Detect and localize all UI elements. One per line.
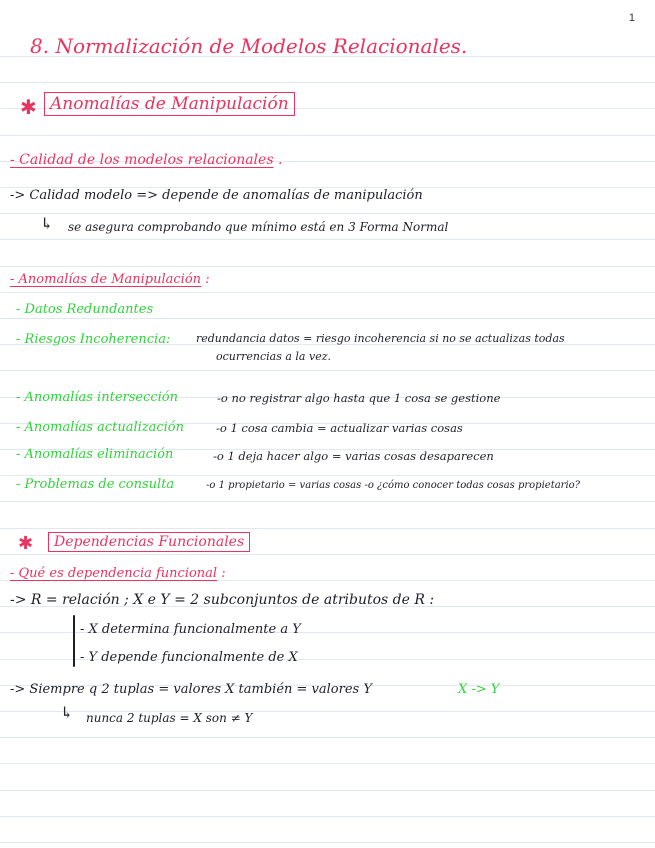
- ruling-line: [0, 475, 655, 476]
- calidad-line-2: se asegura comprobando que mínimo está en 3 Forma Normal: [68, 220, 449, 234]
- anomalias-item-4-text: -o 1 cosa cambia = actualizar varias cosas: [216, 421, 463, 435]
- calidad-heading-dot: .: [277, 152, 283, 168]
- dependencia-notation: X -> Y: [458, 682, 500, 697]
- ruling-line: [0, 816, 655, 817]
- anomalias-item-2-text: redundancia datos = riesgo incoherencia si no se actualizas todas: [196, 332, 565, 345]
- anomalias-heading-colon: :: [205, 272, 210, 287]
- anomalias-item-2-label: - Riesgos Incoherencia:: [16, 332, 171, 347]
- ruling-line: [0, 528, 655, 529]
- ruling-line: [0, 135, 655, 136]
- anomalias-item-4-label: - Anomalías actualización: [16, 420, 184, 435]
- anomalias-item-5-label: - Anomalías eliminación: [16, 447, 174, 462]
- dependencia-line-1: -> R = relación ; X e Y = 2 subconjuntos de atributos de R :: [10, 592, 435, 608]
- ruling-line: [0, 842, 655, 843]
- dependencia-heading: - Qué es dependencia funcional: [10, 566, 218, 581]
- return-arrow-icon: ↳: [40, 214, 54, 233]
- ruling-line: [0, 737, 655, 738]
- section-heading-anomalias: Anomalías de Manipulación: [44, 92, 295, 116]
- calidad-heading: - Calidad de los modelos relacionales: [10, 152, 274, 168]
- anomalias-item-6-label: - Problemas de consulta: [16, 477, 175, 492]
- dependencia-heading-colon: :: [221, 566, 226, 581]
- ruling-line: [0, 292, 655, 293]
- calidad-line-1: -> Calidad modelo => depende de anomalías de manipulación: [10, 188, 423, 203]
- section-heading-dependencias: Dependencias Funcionales: [48, 532, 250, 552]
- anomalias-item-3-text: -o no registrar algo hasta que 1 cosa se gestione: [217, 391, 501, 405]
- ruling-line: [0, 213, 655, 214]
- ruling-line: [0, 554, 655, 555]
- ruling-line: [0, 266, 655, 267]
- ruling-line: [0, 763, 655, 764]
- dependencia-line-3: nunca 2 tuplas = X son ≠ Y: [86, 711, 253, 725]
- anomalias-item-5-text: -o 1 deja hacer algo = varias cosas desaparecen: [213, 449, 494, 463]
- anomalias-heading: - Anomalías de Manipulación: [10, 272, 202, 287]
- anomalias-item-6-text: -o 1 propietario = varias cosas -o ¿cómo conocer todas cosas propietario?: [206, 480, 581, 491]
- ruling-line: [0, 318, 655, 319]
- star-icon-2: ✱: [18, 533, 34, 554]
- dependencia-sub-2: - Y depende funcionalmente de X: [80, 650, 298, 665]
- ruling-line: [0, 239, 655, 240]
- dependencia-sub-1: - X determina funcionalmente a Y: [80, 622, 301, 637]
- star-icon: ✱: [20, 95, 37, 119]
- ruling-line: [0, 790, 655, 791]
- bracket-bar: [73, 615, 75, 667]
- return-arrow-icon-2: ↳: [60, 703, 74, 722]
- ruling-line: [0, 501, 655, 502]
- page-number: 1: [628, 12, 635, 24]
- ruling-line: [0, 370, 655, 371]
- anomalias-item-2-text-cont: ocurrencias a la vez.: [216, 350, 332, 363]
- dependencia-line-2: -> Siempre q 2 tuplas = valores X también = valores Y: [10, 682, 372, 697]
- ruling-line: [0, 82, 655, 83]
- page-title: 8. Normalización de Modelos Relacionales.: [30, 34, 468, 58]
- anomalias-item-1: - Datos Redundantes: [16, 302, 154, 317]
- anomalias-item-3-label: - Anomalías intersección: [16, 390, 179, 405]
